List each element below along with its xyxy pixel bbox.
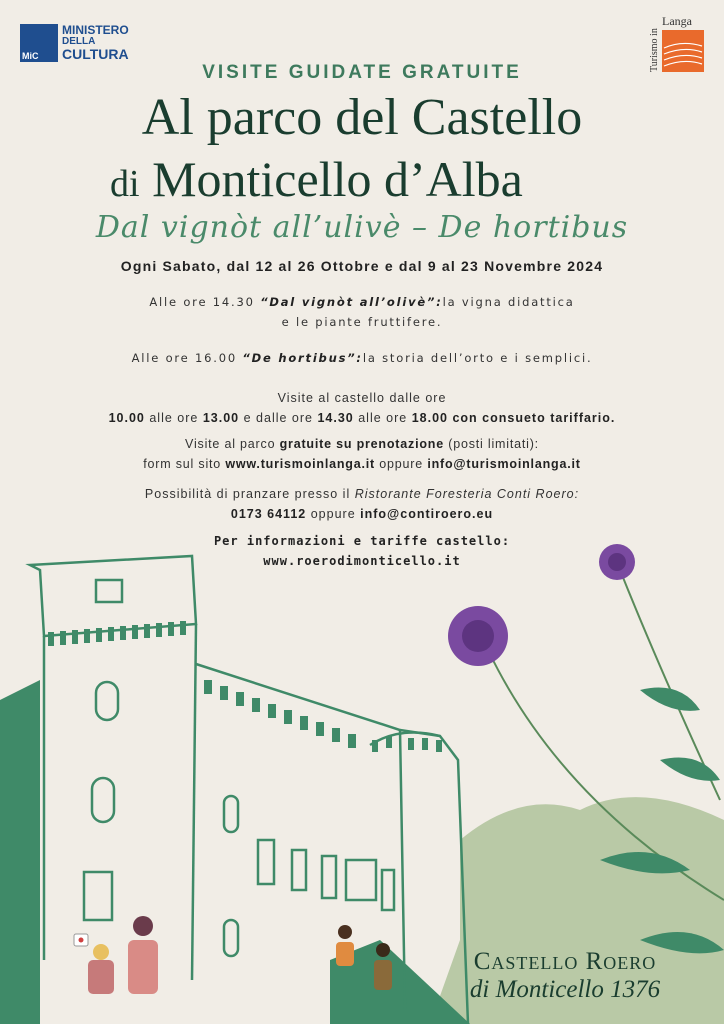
scabiosa-flower-small-icon [599, 544, 635, 580]
schedule-b [0, 348, 724, 368]
mic-wordmark [62, 24, 129, 60]
crenellations [48, 621, 442, 752]
park-visits-line2: form sul sito [143, 457, 222, 471]
schedule-b-desc: la storia dell’orto e i semplici. [362, 351, 593, 365]
turismoinlanga-email[interactable]: info@turismoinlanga.it [427, 457, 581, 471]
kicker: VISITE GUIDATE GRATUITE [202, 62, 522, 83]
title-main: Monticello d’Alba [152, 151, 523, 207]
title-line1: Al parco del Castello [141, 89, 583, 146]
mic-line2: DELLA [62, 36, 96, 47]
langa-name: Langa [662, 14, 692, 28]
lunch-phone[interactable]: 0173 64112 [230, 507, 307, 521]
left-hill [0, 680, 40, 1024]
ministero-cultura-logo [20, 24, 140, 66]
castle-visits-line1: Visite al castello dalle ore [277, 391, 447, 405]
scabiosa-flower-icon [448, 606, 508, 666]
castle-visits-t4: 18.00 con consueto tariffario. [411, 411, 616, 425]
title-prefix: di [110, 163, 140, 205]
mic-line3: CULTURA [62, 46, 129, 62]
park-visits-post: (posti limitati): [448, 437, 539, 451]
lunch-place: Ristorante Foresteria Conti Roero: [354, 487, 580, 501]
mic-emblem-icon [20, 24, 58, 62]
schedule-a-title: “Dal vignòt all’olivè”: [260, 295, 443, 309]
roerodimonticello-link[interactable]: www.roerodimonticello.it [263, 554, 461, 568]
castle-visits-t3: 14.30 [317, 411, 354, 425]
lunch-info [0, 484, 724, 524]
schedule-b-title: “De hortibus”: [242, 351, 363, 365]
park-visits-bold: gratuite su prenotazione [279, 437, 444, 451]
castle-visits [0, 388, 724, 428]
mic-line1: MINISTERO [62, 23, 129, 37]
title-line2 [110, 150, 523, 208]
subtitle: Dal vignòt all’ulivè – De hortibus [95, 210, 629, 245]
castle-caption [430, 948, 700, 1004]
contiroero-email[interactable]: info@contiroero.eu [360, 507, 494, 521]
park-visits-pre: Visite al parco [185, 437, 276, 451]
park-visits [0, 434, 724, 474]
turismo-vertical-text: Turismo in [649, 28, 660, 72]
castle-caption-line2: di Monticello 1376 [469, 976, 661, 1003]
castle-visits-t2: 13.00 [202, 411, 240, 425]
lunch-or: oppure [310, 507, 356, 521]
turismoinlanga-link[interactable]: www.turismoinlanga.it [225, 457, 376, 471]
schedule-a-time: Alle ore 14.30 [149, 295, 255, 309]
castle-visits-mid1: alle ore [149, 411, 199, 425]
schedule-a-desc1: la vigna didattica [442, 295, 575, 309]
event-dates: Ogni Sabato, dal 12 al 26 Ottobre e dal 9 al 23 Novembre 2024 [120, 258, 604, 274]
mic-mark: MiC [22, 51, 39, 61]
lunch-pre: Possibilità di pranzare presso il [144, 487, 351, 501]
castle-visits-t1: 10.00 [108, 411, 145, 425]
castle-visits-mid2: e dalle ore [243, 411, 313, 425]
castle-visits-mid3: alle ore [358, 411, 408, 425]
schedule-a-desc2: e le piante fruttifere. [281, 315, 443, 329]
castle-caption-line1: Castello Roero [473, 948, 657, 975]
contacts-line1: Per informazioni e tariffe castello: [213, 534, 511, 548]
park-visits-or: oppure [379, 457, 424, 471]
schedule-b-time: Alle ore 16.00 [131, 351, 237, 365]
schedule-a [0, 292, 724, 332]
